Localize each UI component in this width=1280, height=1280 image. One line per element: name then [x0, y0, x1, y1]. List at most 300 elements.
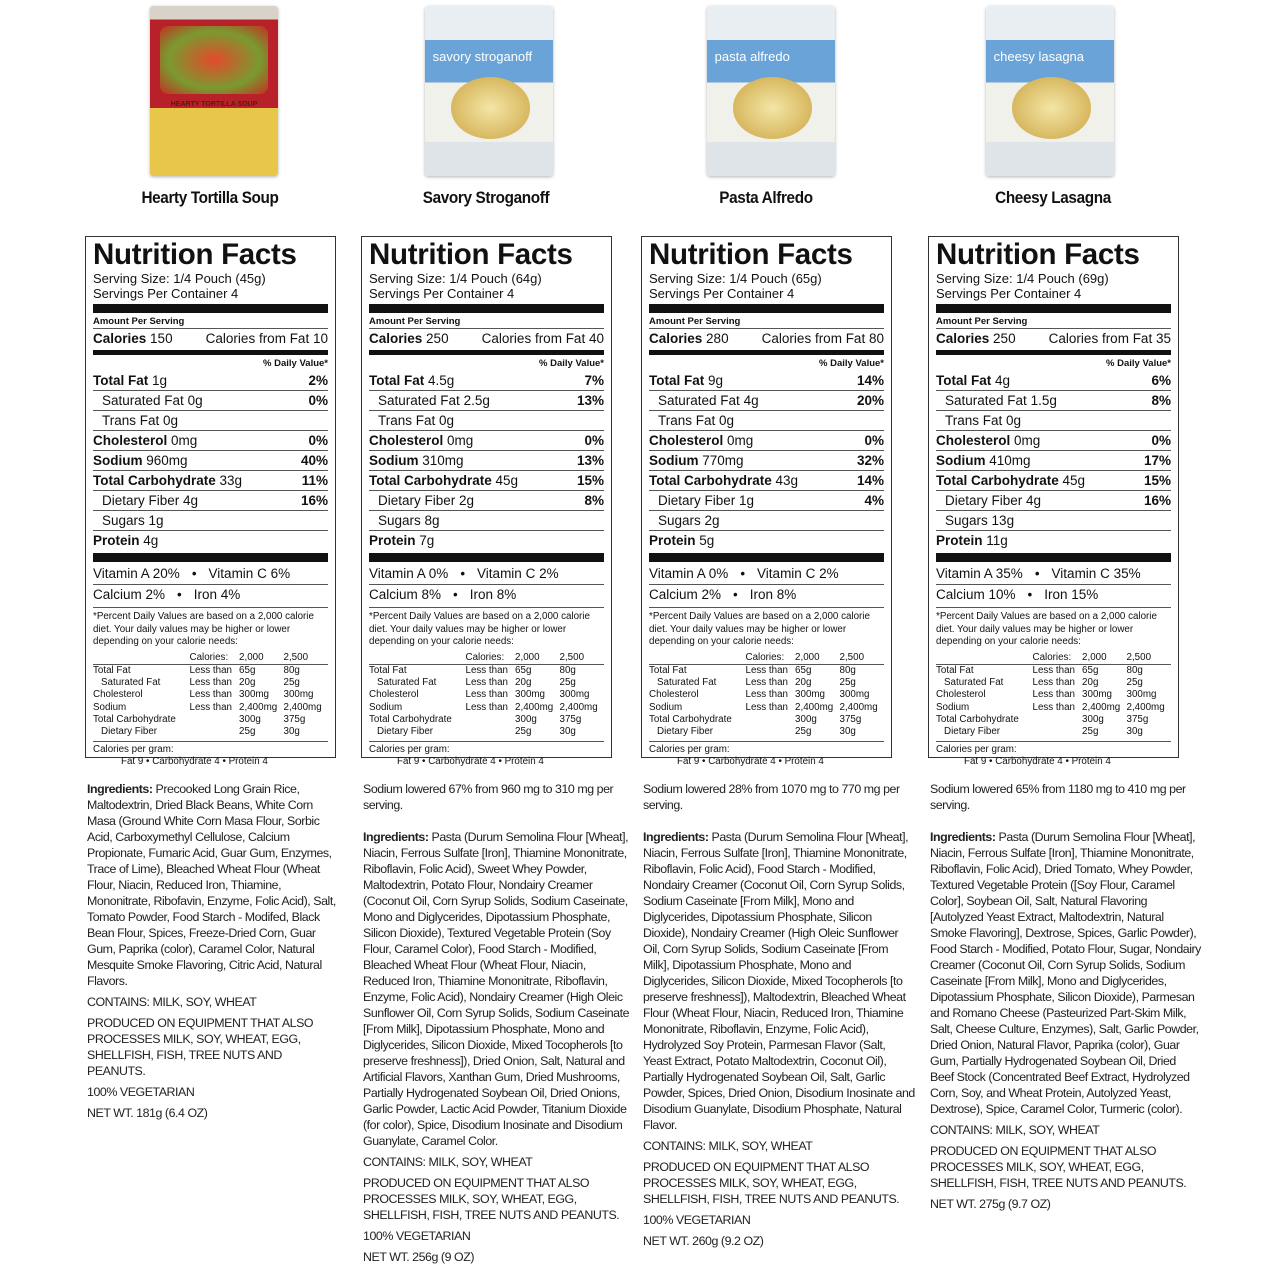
- nutrient-amount: 11g: [986, 533, 1008, 548]
- table-header-cell: 2,000: [239, 652, 283, 665]
- table-cell: Total Fat: [93, 664, 131, 676]
- allergen-equipment: PRODUCED ON EQUIPMENT THAT ALSO PROCESSES MILK, SOY, WHEAT, EGG, SHELLFISH, FISH, TREE NUTS AND PEANUTS.: [643, 1160, 900, 1206]
- medium-divider: [369, 350, 604, 355]
- table-cell: Dietary Fiber: [657, 726, 714, 738]
- table-cell: Less than: [745, 689, 788, 701]
- product-name: Pasta Alfredo: [719, 188, 813, 207]
- nutrient-amount: 4g: [183, 493, 199, 508]
- table-cell: 300mg: [1082, 689, 1113, 701]
- table-cell: 300mg: [559, 689, 590, 701]
- serving-size: [936, 271, 1171, 286]
- nutrient-row: [93, 510, 328, 530]
- nutrient-amount: 33g: [219, 473, 243, 488]
- nutrient-label: Total Carbohydrate: [369, 473, 492, 488]
- calories-fat-label: Calories from Fat: [1048, 331, 1153, 346]
- table-cell: 25g: [283, 677, 300, 689]
- calories-row: [369, 328, 604, 348]
- calories: [93, 329, 173, 348]
- label-title: Nutrition Facts: [649, 238, 853, 271]
- thick-divider: [649, 304, 884, 313]
- calories-per-gram-label: Calories per gram:: [936, 743, 1017, 755]
- nutrient-label: Dietary Fiber: [102, 493, 180, 508]
- nutrient-daily-value: 8%: [1151, 393, 1171, 408]
- net-weight: NET WT. 181g (6.4 OZ): [87, 1106, 208, 1120]
- product-details: [363, 781, 635, 1270]
- nutrient-amount: 9g: [708, 373, 724, 388]
- allergen-equipment: PRODUCED ON EQUIPMENT THAT ALSO PROCESSES MILK, SOY, WHEAT, EGG, SHELLFISH, FISH, TREE NUTS AND PEANUTS.: [87, 1016, 314, 1078]
- table-cell: Total Carbohydrate: [93, 713, 176, 725]
- table-cell: [746, 714, 796, 726]
- table-cell: Less than: [189, 701, 232, 713]
- table-row: [936, 677, 1171, 689]
- vitamin-item: Vitamin C 6%: [208, 566, 291, 581]
- nutrient-amount: 310mg: [422, 453, 464, 468]
- table-row: [649, 677, 884, 689]
- nutrient-amount: 4g: [995, 373, 1011, 388]
- nutrient-daily-value: 32%: [856, 453, 884, 468]
- table-cell: Less than: [465, 701, 508, 713]
- label-title: Nutrition Facts: [369, 238, 573, 271]
- nutrient-amount: 0g: [187, 393, 203, 408]
- nutrient-row: [649, 470, 884, 490]
- calories-fat-label: Calories from Fat: [205, 331, 310, 346]
- calories-label: Calories: [649, 331, 703, 346]
- nutrient-amount: 8g: [424, 513, 440, 528]
- nutrient-name: [649, 531, 714, 550]
- table-cell: Cholesterol: [369, 689, 419, 701]
- bullet-separator: •: [453, 586, 458, 602]
- table-cell: 25g: [839, 677, 856, 689]
- table-cell: [746, 726, 796, 738]
- calories-label: Calories: [93, 331, 147, 346]
- product-details: [87, 781, 337, 1126]
- nutrient-name: [649, 491, 754, 510]
- calories-fat-value: 40: [588, 331, 604, 346]
- nutrient-name: [936, 391, 1057, 410]
- table-cell: Less than: [745, 677, 788, 689]
- nutrient-label: Trans Fat: [378, 413, 436, 428]
- vitamin-item: Calcium 2%: [649, 586, 722, 602]
- calories-per-gram-values: Fat 9 • Carbohydrate 4 • Protein 4: [677, 756, 824, 768]
- table-cell: Saturated Fat: [657, 677, 717, 689]
- table-row: [936, 714, 1171, 726]
- serving-size: [649, 271, 884, 286]
- table-cell: Less than: [189, 664, 232, 676]
- nutrient-label: Sodium: [93, 453, 143, 468]
- nutrient-name: [936, 471, 1085, 490]
- table-cell: 25g: [239, 726, 256, 738]
- amount-per-serving: Amount Per Serving: [936, 316, 1028, 327]
- nutrient-name: [93, 471, 242, 490]
- table-cell: 25g: [1126, 677, 1143, 689]
- nutrient-name: [369, 491, 474, 510]
- daily-values-table: [369, 652, 604, 739]
- product-pouch-image: [150, 6, 278, 176]
- calories-from-fat: [1049, 329, 1171, 348]
- nutrient-label: Trans Fat: [945, 413, 1003, 428]
- nutrient-row: [936, 450, 1171, 470]
- table-cell: 300g: [239, 713, 261, 725]
- nutrient-daily-value: 0%: [1151, 433, 1171, 448]
- nutrient-daily-value: 16%: [300, 493, 328, 508]
- vitamin-row: [936, 564, 1171, 584]
- net-weight: NET WT. 256g (9 OZ): [363, 1250, 475, 1264]
- calories: [369, 329, 449, 348]
- vitamin-item: Vitamin C 2%: [757, 566, 839, 581]
- pouch-title: savory stroganoff: [432, 49, 533, 65]
- calories: [649, 329, 729, 348]
- table-cell: 300mg: [283, 689, 314, 701]
- table-cell: Cholesterol: [936, 689, 986, 701]
- vitamin-row: [936, 584, 1171, 605]
- calories-from-fat: [482, 329, 604, 348]
- table-cell: Less than: [1032, 677, 1075, 689]
- servings-value: 4: [507, 286, 515, 301]
- table-row: [649, 714, 884, 726]
- medium-divider: [936, 350, 1171, 355]
- nutrient-label: Total Carbohydrate: [93, 473, 216, 488]
- ingredients: [930, 829, 1202, 1117]
- table-header-row: [369, 652, 604, 665]
- nutrient-row: [93, 530, 328, 550]
- nutrient-name: [649, 431, 753, 450]
- ingredients-label: Ingredients:: [363, 830, 429, 844]
- table-cell: 65g: [239, 664, 256, 676]
- nutrient-row: [936, 371, 1171, 390]
- nutrient-row: [936, 410, 1171, 430]
- table-row: [369, 714, 604, 726]
- table-row: [93, 726, 328, 738]
- nutrient-label: Trans Fat: [102, 413, 160, 428]
- calories-per-gram: [936, 741, 1171, 769]
- vitamin-row: [649, 584, 884, 605]
- nutrient-amount: 45g: [495, 473, 519, 488]
- table-cell: Total Carbohydrate: [369, 713, 452, 725]
- table-cell: Sodium: [93, 701, 127, 713]
- daily-values-table: [649, 652, 884, 739]
- table-row: [649, 689, 884, 701]
- medium-divider: [649, 350, 884, 355]
- calories-label: Calories: [369, 331, 423, 346]
- calories-value: 280: [706, 331, 729, 346]
- table-cell: [1033, 726, 1083, 738]
- ingredients: [363, 829, 635, 1149]
- ingredients-label: Ingredients:: [87, 782, 153, 796]
- nutrient-amount: 410mg: [989, 453, 1031, 468]
- table-cell: 80g: [283, 664, 300, 676]
- table-header-cell: Calories:: [746, 652, 796, 665]
- daily-value-header: % Daily Value*: [539, 358, 604, 369]
- table-row: [369, 702, 604, 714]
- table-cell: 25g: [795, 726, 812, 738]
- vitamin-item: Calcium 8%: [369, 586, 442, 602]
- calories-fat-value: 10: [312, 331, 328, 346]
- nutrient-name: [93, 371, 167, 390]
- daily-value-header: % Daily Value*: [1106, 358, 1171, 369]
- servings-per-container: [649, 286, 884, 301]
- nutrient-daily-value: 2%: [308, 373, 328, 388]
- nutrient-daily-value: 7%: [584, 373, 604, 388]
- daily-values-table: [936, 652, 1171, 739]
- table-row: [369, 677, 604, 689]
- table-row: [369, 726, 604, 738]
- amount-per-serving: Amount Per Serving: [369, 316, 461, 327]
- table-cell: 375g: [559, 713, 582, 725]
- nutrient-row: [369, 530, 604, 550]
- table-cell: 20g: [515, 677, 532, 689]
- nutrient-label: Sodium: [369, 453, 419, 468]
- nutrient-daily-value: 0%: [864, 433, 884, 448]
- table-header-row: [93, 652, 328, 665]
- nutrient-amount: 45g: [1062, 473, 1086, 488]
- nutrient-row: [649, 510, 884, 530]
- calories-per-gram-values: Fat 9 • Carbohydrate 4 • Protein 4: [121, 756, 268, 768]
- table-cell: 2,400mg: [515, 701, 554, 713]
- nutrient-name: [936, 451, 1031, 470]
- table-cell: 80g: [559, 664, 576, 676]
- nutrient-label: Cholesterol: [369, 433, 444, 448]
- nutrient-row: [369, 490, 604, 510]
- nutrient-name: [936, 371, 1010, 390]
- nutrient-label: Sugars: [658, 513, 701, 528]
- nutrition-facts-label: [361, 236, 612, 768]
- nutrient-row: [649, 490, 884, 510]
- footnote: *Percent Daily Values are based on a 2,000 calorie diet. Your daily values may be higher or lower depending on your calorie needs:: [369, 607, 604, 649]
- table-cell: Dietary Fiber: [377, 726, 434, 738]
- nutrient-name: [369, 531, 434, 550]
- table-header-cell: 2,000: [795, 652, 839, 665]
- nutrient-row: [649, 390, 884, 410]
- table-header-cell: 2,500: [284, 652, 328, 665]
- table-row: [649, 664, 884, 677]
- nutrient-label: Cholesterol: [93, 433, 168, 448]
- footnote: *Percent Daily Values are based on a 2,000 calorie diet. Your daily values may be higher or lower depending on your calorie needs:: [936, 607, 1171, 649]
- thick-divider: [936, 304, 1171, 313]
- calories: [936, 329, 1016, 348]
- allergen-contains: CONTAINS: MILK, SOY, WHEAT: [87, 995, 257, 1009]
- ingredients-label: Ingredients:: [643, 830, 709, 844]
- nutrient-amount: 7g: [419, 533, 435, 548]
- ingredients-text: Pasta (Durum Semolina Flour [Wheat], Niacin, Ferrous Sulfate [Iron], Thiamine Mononitrate, Riboflavin, Folic Acid), Dried Tomato, Whey Powder, Textured Vegetable Protein ([Soy Flour, Caramel Color], Soybean Oil, Salt, Natural Flavoring [Autolyzed Yeast Extract, Maltodextrin, Natural Smoke Flavoring], Dextrose, Spices, Garlic Powder), Food Starch - Modified, Potato Flour, Sugar, Nondairy Creamer (Coconut Oil, Corn Syrup Solids, Sodium Caseinate [From Milk], Mono and Diglycerides, Dipotassium Phosphate, Silicon Dioxide), Parmesan and Romano Cheese (Pasteurized Part-Skim Milk, Salt, Cheese Culture, Enzymes), Salt, Garlic Powder, Dried Onion, Natural Flavor, Paprika (color), Guar Gum, Partially Hydrogenated Soybean Oil, Dried Beef Stock (Concentrated Beef Extract, Hydrolyzed Corn, Soy, and Wheat Protein, Autolyzed Yeast, Dextrose), Spice, Caramel Color, Turmeric (color).: [930, 830, 1201, 1116]
- nutrient-daily-value: 6%: [1151, 373, 1171, 388]
- thick-divider: [936, 553, 1171, 562]
- calories-value: 250: [426, 331, 449, 346]
- nutrient-label: Protein: [369, 533, 416, 548]
- table-cell: 20g: [239, 677, 256, 689]
- nutrient-name: [369, 451, 464, 470]
- nutrient-daily-value: 0%: [584, 433, 604, 448]
- nutrient-name: [649, 451, 744, 470]
- table-row: [369, 689, 604, 701]
- food-photo: [160, 26, 268, 94]
- vitamin-item: Calcium 10%: [936, 586, 1016, 602]
- thick-divider: [93, 553, 328, 562]
- nutrient-daily-value: 4%: [864, 493, 884, 508]
- nutrient-name: [369, 411, 454, 430]
- thick-divider: [369, 304, 604, 313]
- table-header-cell: Calories:: [190, 652, 240, 665]
- table-cell: Total Fat: [649, 664, 687, 676]
- calories-from-fat: [206, 329, 328, 348]
- serving-size-value: 1/4 Pouch (65g): [729, 271, 822, 286]
- calories-per-gram-label: Calories per gram:: [93, 743, 174, 755]
- serving-size-label: Serving Size:: [936, 271, 1013, 286]
- table-cell: Sodium: [369, 701, 403, 713]
- serving-size-value: 1/4 Pouch (64g): [449, 271, 542, 286]
- table-header-cell: [369, 652, 466, 665]
- servings-value: 4: [1074, 286, 1082, 301]
- amount-per-serving: Amount Per Serving: [93, 316, 185, 327]
- table-cell: 65g: [795, 664, 812, 676]
- nutrient-label: Sugars: [378, 513, 421, 528]
- table-cell: [466, 714, 516, 726]
- table-cell: Less than: [1032, 689, 1075, 701]
- calories-fat-value: 80: [868, 331, 884, 346]
- table-row: [649, 726, 884, 738]
- product-pouch-image: [425, 6, 553, 176]
- table-header-cell: 2,500: [560, 652, 604, 665]
- serving-size-label: Serving Size:: [649, 271, 726, 286]
- thick-divider: [369, 553, 604, 562]
- nutrient-row: [936, 490, 1171, 510]
- vitamin-row: [649, 564, 884, 584]
- table-cell: Less than: [465, 689, 508, 701]
- table-cell: 300mg: [795, 689, 826, 701]
- calories-row: [649, 328, 884, 348]
- nutrient-row: [369, 410, 604, 430]
- nutrition-facts-label: [641, 236, 892, 768]
- nutrient-row: [649, 430, 884, 450]
- table-cell: Less than: [1032, 664, 1075, 676]
- table-cell: 300mg: [515, 689, 546, 701]
- nutrient-amount: 960mg: [146, 453, 188, 468]
- table-cell: Total Carbohydrate: [649, 713, 732, 725]
- nutrient-row: [93, 490, 328, 510]
- nutrient-amount: 1g: [152, 373, 168, 388]
- bullet-separator: •: [460, 566, 466, 581]
- table-cell: 300g: [515, 713, 537, 725]
- table-cell: 2,400mg: [839, 701, 878, 713]
- daily-value-header: % Daily Value*: [819, 358, 884, 369]
- servings-per-container: [369, 286, 604, 301]
- nutrient-amount: 770mg: [702, 453, 744, 468]
- nutrient-label: Protein: [649, 533, 696, 548]
- calories-per-gram-values: Fat 9 • Carbohydrate 4 • Protein 4: [964, 756, 1111, 768]
- table-cell: 300mg: [839, 689, 870, 701]
- nutrient-daily-value: 11%: [301, 473, 328, 488]
- nutrient-label: Saturated Fat: [945, 393, 1027, 408]
- calories-fat-label: Calories from Fat: [761, 331, 866, 346]
- vitamin-item: Vitamin A 0%: [649, 566, 729, 581]
- bullet-separator: •: [191, 566, 197, 581]
- calories-row: [93, 328, 328, 348]
- nutrient-daily-value: 40%: [300, 453, 328, 468]
- nutrient-label: Dietary Fiber: [658, 493, 736, 508]
- table-cell: 30g: [839, 726, 856, 738]
- net-weight: NET WT. 275g (9.7 OZ): [930, 1197, 1051, 1211]
- pouch-title: cheesy lasagna: [993, 49, 1085, 65]
- vegetarian-note: 100% VEGETARIAN: [363, 1229, 471, 1243]
- table-cell: 25g: [1082, 726, 1099, 738]
- nutrient-name: [936, 531, 1008, 550]
- nutrient-label: Sugars: [102, 513, 145, 528]
- table-row: [93, 677, 328, 689]
- net-weight: NET WT. 260g (9.2 OZ): [643, 1234, 764, 1248]
- servings-value: 4: [787, 286, 795, 301]
- vitamin-row: [369, 564, 604, 584]
- ingredients-text: Precooked Long Grain Rice, Maltodextrin, Dried Black Beans, White Corn Masa (Ground White Corn Masa Flour, Sorbic Acid, Carboxymethyl Cellulose, Calcium Propionate, Fumaric Acid, Guar Gum, Enzymes, Trace of Lime), Bleached Wheat Flour (Wheat Flour, Niacin, Reduced Iron, Thiamine, Mononitrate, Ribofavin, Enzyme, Folic Acid), Salt, Tomato Powder, Food Starch - Modifed, Black Bean Flour, Spices, Freeze-Dried Corn, Guar Gum, Paprika (color), Caramel Color, Natural Mesquite Smoke Flavoring, Citric Acid, Natural Flavors.: [87, 782, 336, 988]
- nutrient-row: [93, 450, 328, 470]
- table-cell: 80g: [839, 664, 856, 676]
- nutrient-row: [93, 470, 328, 490]
- allergen-equipment: PRODUCED ON EQUIPMENT THAT ALSO PROCESSES MILK, SOY, WHEAT, EGG, SHELLFISH, FISH, TREE NUTS AND PEANUTS.: [930, 1144, 1187, 1190]
- ingredients: [87, 781, 337, 989]
- table-cell: [1033, 714, 1083, 726]
- serving-size: [93, 271, 328, 286]
- nutrient-row: [649, 410, 884, 430]
- nutrient-label: Total Fat: [936, 373, 992, 388]
- allergen-contains: CONTAINS: MILK, SOY, WHEAT: [643, 1139, 813, 1153]
- amount-per-serving: Amount Per Serving: [649, 316, 741, 327]
- table-cell: Dietary Fiber: [101, 726, 158, 738]
- nutrient-amount: 0g: [1006, 413, 1022, 428]
- nutrient-amount: 0mg: [171, 433, 198, 448]
- nutrient-row: [93, 430, 328, 450]
- label-title: Nutrition Facts: [93, 238, 297, 271]
- medium-divider: [93, 350, 328, 355]
- nutrient-label: Total Carbohydrate: [936, 473, 1059, 488]
- vitamin-item: Iron 4%: [193, 586, 241, 602]
- product-name: Savory Stroganoff: [422, 188, 550, 207]
- nutrient-amount: 4g: [1026, 493, 1042, 508]
- nutrient-label: Dietary Fiber: [945, 493, 1023, 508]
- table-row: [936, 689, 1171, 701]
- table-header-cell: 2,500: [1127, 652, 1171, 665]
- table-cell: Total Fat: [936, 664, 974, 676]
- nutrient-daily-value: 8%: [584, 493, 604, 508]
- calories-from-fat: [762, 329, 884, 348]
- nutrient-name: [649, 411, 734, 430]
- table-cell: 25g: [559, 677, 576, 689]
- nutrient-name: [93, 391, 203, 410]
- vitamin-item: Vitamin C 35%: [1051, 566, 1141, 581]
- ingredients: [643, 829, 915, 1133]
- allergen-equipment: PRODUCED ON EQUIPMENT THAT ALSO PROCESSES MILK, SOY, WHEAT, EGG, SHELLFISH, FISH, TREE NUTS AND PEANUTS.: [363, 1176, 620, 1222]
- calories-per-gram-values: Fat 9 • Carbohydrate 4 • Protein 4: [397, 756, 544, 768]
- nutrient-label: Cholesterol: [936, 433, 1011, 448]
- servings-label: Servings Per Container: [93, 286, 228, 301]
- table-cell: Saturated Fat: [101, 677, 161, 689]
- nutrient-name: [649, 391, 759, 410]
- table-cell: 65g: [1082, 664, 1099, 676]
- food-photo: [451, 77, 530, 138]
- nutrient-amount: 0g: [163, 413, 179, 428]
- nutrient-row: [936, 430, 1171, 450]
- table-cell: Less than: [745, 701, 788, 713]
- table-row: [369, 664, 604, 677]
- vegetarian-note: 100% VEGETARIAN: [643, 1213, 751, 1227]
- servings-per-container: [936, 286, 1171, 301]
- bullet-separator: •: [177, 586, 182, 602]
- nutrient-label: Sodium: [936, 453, 986, 468]
- food-photo: [1012, 77, 1091, 138]
- product-name: Cheesy Lasagna: [995, 188, 1111, 207]
- nutrient-label: Protein: [936, 533, 983, 548]
- table-cell: Sodium: [649, 701, 683, 713]
- table-cell: Less than: [1032, 701, 1075, 713]
- nutrient-name: [936, 411, 1021, 430]
- nutrient-label: Total Fat: [369, 373, 425, 388]
